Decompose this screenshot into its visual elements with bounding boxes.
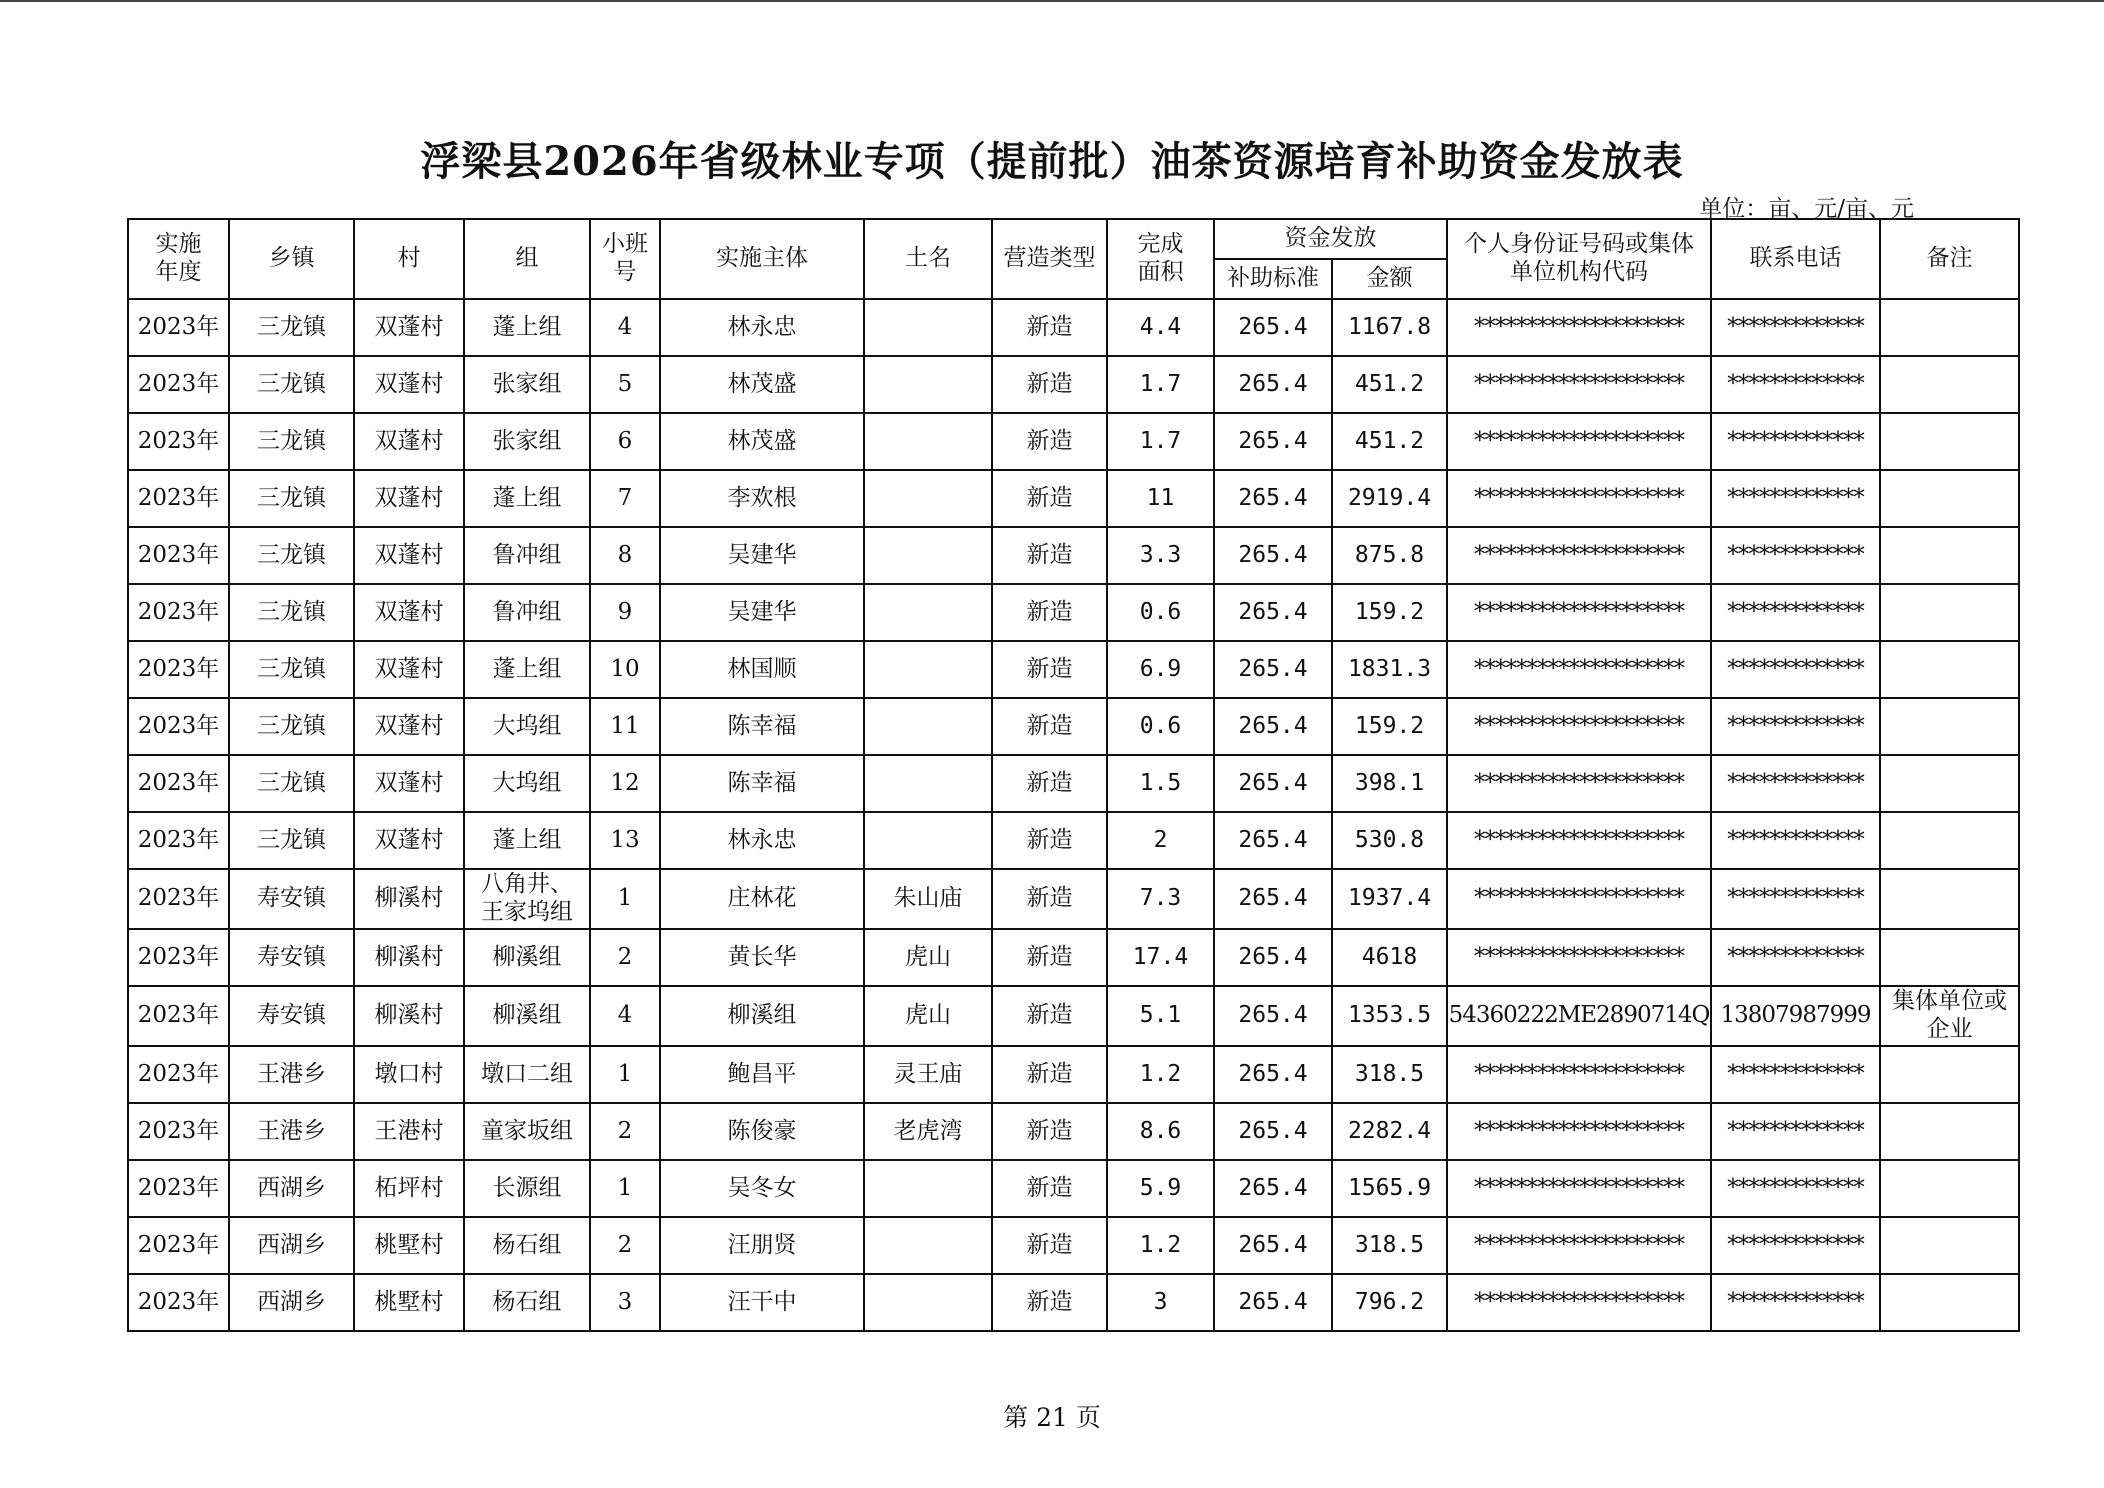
cell-town: 西湖乡 bbox=[229, 1217, 354, 1274]
cell-standard: 265.4 bbox=[1214, 1103, 1332, 1160]
cell-year: 2023年 bbox=[128, 986, 229, 1046]
cell-amount: 2282.4 bbox=[1332, 1103, 1447, 1160]
table-row bbox=[128, 986, 2019, 1046]
cell-town: 三龙镇 bbox=[229, 641, 354, 698]
cell-area: 11 bbox=[1107, 470, 1214, 527]
cell-amount: 1353.5 bbox=[1332, 986, 1447, 1046]
cell-phone: ************* bbox=[1711, 1103, 1880, 1160]
cell-remark bbox=[1880, 356, 2019, 413]
cell-year: 2023年 bbox=[128, 698, 229, 755]
cell-subject: 吴冬女 bbox=[660, 1160, 864, 1217]
cell-remark bbox=[1880, 1103, 2019, 1160]
cell-phone: ************* bbox=[1711, 1046, 1880, 1103]
cell-area: 1.2 bbox=[1107, 1046, 1214, 1103]
table-row bbox=[128, 698, 2019, 755]
cell-plot: 5 bbox=[590, 356, 660, 413]
table-row bbox=[128, 1103, 2019, 1160]
cell-area: 17.4 bbox=[1107, 929, 1214, 986]
unit-note: 单位：亩、元/亩、元 bbox=[1699, 196, 1914, 222]
cell-standard: 265.4 bbox=[1214, 986, 1332, 1046]
cell-year: 2023年 bbox=[128, 641, 229, 698]
cell-village: 双蓬村 bbox=[354, 527, 464, 584]
cell-year: 2023年 bbox=[128, 1160, 229, 1217]
cell-subject: 黄长华 bbox=[660, 929, 864, 986]
cell-group: 张家组 bbox=[464, 356, 590, 413]
cell-id-code: ******************** bbox=[1447, 812, 1711, 869]
cell-id-code: ******************** bbox=[1447, 527, 1711, 584]
cell-village: 墩口村 bbox=[354, 1046, 464, 1103]
table-row bbox=[128, 584, 2019, 641]
header-plot: 小班 号 bbox=[590, 219, 660, 299]
cell-village: 桃墅村 bbox=[354, 1274, 464, 1331]
cell-phone: ************* bbox=[1711, 299, 1880, 356]
top-border-line bbox=[0, 0, 2104, 2]
cell-id-code: ******************** bbox=[1447, 413, 1711, 470]
cell-group: 蓬上组 bbox=[464, 299, 590, 356]
cell-remark bbox=[1880, 1217, 2019, 1274]
cell-group: 童家坂组 bbox=[464, 1103, 590, 1160]
cell-remark bbox=[1880, 527, 2019, 584]
cell-group: 大坞组 bbox=[464, 755, 590, 812]
cell-town: 三龙镇 bbox=[229, 812, 354, 869]
header-standard: 补助标准 bbox=[1214, 259, 1332, 299]
cell-place bbox=[864, 1160, 992, 1217]
cell-id-code: ******************** bbox=[1447, 356, 1711, 413]
cell-place: 虎山 bbox=[864, 929, 992, 986]
cell-type: 新造 bbox=[992, 986, 1107, 1046]
table-row bbox=[128, 641, 2019, 698]
table-row bbox=[128, 869, 2019, 929]
cell-subject: 吴建华 bbox=[660, 584, 864, 641]
cell-year: 2023年 bbox=[128, 584, 229, 641]
cell-village: 王港村 bbox=[354, 1103, 464, 1160]
cell-subject: 李欢根 bbox=[660, 470, 864, 527]
table-row bbox=[128, 1217, 2019, 1274]
cell-group: 鲁冲组 bbox=[464, 527, 590, 584]
cell-village: 柳溪村 bbox=[354, 929, 464, 986]
cell-subject: 林茂盛 bbox=[660, 413, 864, 470]
cell-year: 2023年 bbox=[128, 470, 229, 527]
cell-group: 杨石组 bbox=[464, 1217, 590, 1274]
cell-town: 三龙镇 bbox=[229, 470, 354, 527]
cell-area: 3.3 bbox=[1107, 527, 1214, 584]
cell-subject: 林永忠 bbox=[660, 299, 864, 356]
cell-place bbox=[864, 755, 992, 812]
cell-town: 寿安镇 bbox=[229, 929, 354, 986]
table-row bbox=[128, 299, 2019, 356]
cell-standard: 265.4 bbox=[1214, 869, 1332, 929]
cell-phone: ************* bbox=[1711, 869, 1880, 929]
cell-type: 新造 bbox=[992, 1046, 1107, 1103]
cell-place bbox=[864, 1274, 992, 1331]
cell-year: 2023年 bbox=[128, 929, 229, 986]
header-remark: 备注 bbox=[1880, 219, 2019, 299]
cell-village: 双蓬村 bbox=[354, 698, 464, 755]
cell-subject: 柳溪组 bbox=[660, 986, 864, 1046]
table-row bbox=[128, 1160, 2019, 1217]
cell-area: 4.4 bbox=[1107, 299, 1214, 356]
cell-type: 新造 bbox=[992, 1103, 1107, 1160]
cell-village: 双蓬村 bbox=[354, 356, 464, 413]
cell-group: 张家组 bbox=[464, 413, 590, 470]
cell-standard: 265.4 bbox=[1214, 1046, 1332, 1103]
cell-amount: 530.8 bbox=[1332, 812, 1447, 869]
cell-subject: 陈幸福 bbox=[660, 755, 864, 812]
cell-plot: 8 bbox=[590, 527, 660, 584]
cell-standard: 265.4 bbox=[1214, 356, 1332, 413]
cell-remark bbox=[1880, 929, 2019, 986]
cell-remark bbox=[1880, 1160, 2019, 1217]
cell-amount: 1831.3 bbox=[1332, 641, 1447, 698]
cell-plot: 1 bbox=[590, 1160, 660, 1217]
cell-place bbox=[864, 698, 992, 755]
cell-amount: 451.2 bbox=[1332, 413, 1447, 470]
cell-standard: 265.4 bbox=[1214, 1217, 1332, 1274]
cell-town: 王港乡 bbox=[229, 1046, 354, 1103]
cell-phone: ************* bbox=[1711, 1217, 1880, 1274]
table-row bbox=[128, 413, 2019, 470]
cell-place bbox=[864, 641, 992, 698]
cell-type: 新造 bbox=[992, 641, 1107, 698]
header-id-code: 个人身份证号码或集体 单位机构代码 bbox=[1447, 219, 1711, 299]
table-row bbox=[128, 1046, 2019, 1103]
cell-amount: 159.2 bbox=[1332, 584, 1447, 641]
cell-plot: 10 bbox=[590, 641, 660, 698]
cell-phone: ************* bbox=[1711, 698, 1880, 755]
cell-town: 寿安镇 bbox=[229, 986, 354, 1046]
cell-place: 朱山庙 bbox=[864, 869, 992, 929]
header-phone: 联系电话 bbox=[1711, 219, 1880, 299]
cell-standard: 265.4 bbox=[1214, 698, 1332, 755]
cell-amount: 796.2 bbox=[1332, 1274, 1447, 1331]
cell-amount: 1167.8 bbox=[1332, 299, 1447, 356]
cell-village: 双蓬村 bbox=[354, 812, 464, 869]
page-number: 第 21 页 bbox=[1003, 1403, 1101, 1432]
cell-phone: ************* bbox=[1711, 641, 1880, 698]
cell-remark bbox=[1880, 698, 2019, 755]
cell-area: 1.7 bbox=[1107, 356, 1214, 413]
cell-id-code: ******************** bbox=[1447, 1217, 1711, 1274]
header-amount: 金额 bbox=[1332, 259, 1447, 299]
cell-town: 三龙镇 bbox=[229, 755, 354, 812]
cell-group: 八角井、 王家坞组 bbox=[464, 869, 590, 929]
cell-id-code: ******************** bbox=[1447, 869, 1711, 929]
cell-id-code: ******************** bbox=[1447, 1160, 1711, 1217]
cell-town: 西湖乡 bbox=[229, 1160, 354, 1217]
cell-remark bbox=[1880, 869, 2019, 929]
table-row bbox=[128, 755, 2019, 812]
header-place: 土名 bbox=[864, 219, 992, 299]
cell-area: 1.5 bbox=[1107, 755, 1214, 812]
cell-village: 柳溪村 bbox=[354, 869, 464, 929]
cell-group: 长源组 bbox=[464, 1160, 590, 1217]
cell-town: 三龙镇 bbox=[229, 299, 354, 356]
cell-remark bbox=[1880, 413, 2019, 470]
cell-standard: 265.4 bbox=[1214, 584, 1332, 641]
cell-group: 鲁冲组 bbox=[464, 584, 590, 641]
header-funds: 资金发放 bbox=[1214, 219, 1447, 259]
cell-phone: ************* bbox=[1711, 413, 1880, 470]
cell-amount: 451.2 bbox=[1332, 356, 1447, 413]
cell-place bbox=[864, 299, 992, 356]
cell-area: 1.2 bbox=[1107, 1217, 1214, 1274]
cell-place: 灵王庙 bbox=[864, 1046, 992, 1103]
cell-type: 新造 bbox=[992, 698, 1107, 755]
cell-remark bbox=[1880, 755, 2019, 812]
cell-type: 新造 bbox=[992, 584, 1107, 641]
cell-subject: 吴建华 bbox=[660, 527, 864, 584]
table-row bbox=[128, 527, 2019, 584]
cell-subject: 汪干中 bbox=[660, 1274, 864, 1331]
cell-area: 0.6 bbox=[1107, 584, 1214, 641]
cell-id-code: ******************** bbox=[1447, 641, 1711, 698]
cell-town: 三龙镇 bbox=[229, 584, 354, 641]
cell-place bbox=[864, 356, 992, 413]
cell-id-code: ******************** bbox=[1447, 929, 1711, 986]
cell-area: 5.9 bbox=[1107, 1160, 1214, 1217]
page-title: 浮梁县2026年省级林业专项（提前批）油茶资源培育补助资金发放表 bbox=[420, 138, 1684, 185]
cell-year: 2023年 bbox=[128, 812, 229, 869]
cell-subject: 林永忠 bbox=[660, 812, 864, 869]
cell-amount: 159.2 bbox=[1332, 698, 1447, 755]
table-body bbox=[128, 299, 2019, 1331]
cell-amount: 2919.4 bbox=[1332, 470, 1447, 527]
cell-village: 柘坪村 bbox=[354, 1160, 464, 1217]
cell-year: 2023年 bbox=[128, 413, 229, 470]
cell-year: 2023年 bbox=[128, 869, 229, 929]
cell-year: 2023年 bbox=[128, 755, 229, 812]
cell-plot: 2 bbox=[590, 1103, 660, 1160]
cell-town: 三龙镇 bbox=[229, 527, 354, 584]
cell-phone: ************* bbox=[1711, 584, 1880, 641]
cell-area: 7.3 bbox=[1107, 869, 1214, 929]
cell-group: 杨石组 bbox=[464, 1274, 590, 1331]
cell-area: 3 bbox=[1107, 1274, 1214, 1331]
cell-town: 王港乡 bbox=[229, 1103, 354, 1160]
cell-phone: ************* bbox=[1711, 356, 1880, 413]
cell-village: 双蓬村 bbox=[354, 470, 464, 527]
cell-plot: 4 bbox=[590, 986, 660, 1046]
cell-town: 寿安镇 bbox=[229, 869, 354, 929]
cell-year: 2023年 bbox=[128, 299, 229, 356]
cell-area: 2 bbox=[1107, 812, 1214, 869]
cell-id-code: ******************** bbox=[1447, 470, 1711, 527]
cell-type: 新造 bbox=[992, 413, 1107, 470]
cell-standard: 265.4 bbox=[1214, 755, 1332, 812]
header-town: 乡镇 bbox=[229, 219, 354, 299]
cell-group: 蓬上组 bbox=[464, 641, 590, 698]
cell-type: 新造 bbox=[992, 929, 1107, 986]
cell-group: 墩口二组 bbox=[464, 1046, 590, 1103]
cell-subject: 鲍昌平 bbox=[660, 1046, 864, 1103]
cell-phone: ************* bbox=[1711, 812, 1880, 869]
cell-group: 蓬上组 bbox=[464, 812, 590, 869]
cell-area: 1.7 bbox=[1107, 413, 1214, 470]
cell-area: 8.6 bbox=[1107, 1103, 1214, 1160]
cell-standard: 265.4 bbox=[1214, 527, 1332, 584]
table-row bbox=[128, 1274, 2019, 1331]
header-row-1 bbox=[128, 219, 2019, 259]
cell-remark bbox=[1880, 299, 2019, 356]
cell-town: 三龙镇 bbox=[229, 356, 354, 413]
cell-year: 2023年 bbox=[128, 1217, 229, 1274]
cell-type: 新造 bbox=[992, 470, 1107, 527]
cell-plot: 1 bbox=[590, 1046, 660, 1103]
header-year: 实施 年度 bbox=[128, 219, 229, 299]
cell-amount: 4618 bbox=[1332, 929, 1447, 986]
header-area: 完成 面积 bbox=[1107, 219, 1214, 299]
cell-type: 新造 bbox=[992, 356, 1107, 413]
cell-remark bbox=[1880, 470, 2019, 527]
cell-phone: ************* bbox=[1711, 1274, 1880, 1331]
cell-id-code: ******************** bbox=[1447, 1103, 1711, 1160]
cell-phone: ************* bbox=[1711, 755, 1880, 812]
cell-amount: 1565.9 bbox=[1332, 1160, 1447, 1217]
cell-plot: 11 bbox=[590, 698, 660, 755]
cell-remark bbox=[1880, 641, 2019, 698]
cell-place: 老虎湾 bbox=[864, 1103, 992, 1160]
subsidy-table bbox=[127, 218, 2020, 1332]
cell-type: 新造 bbox=[992, 1217, 1107, 1274]
header-village: 村 bbox=[354, 219, 464, 299]
cell-amount: 875.8 bbox=[1332, 527, 1447, 584]
cell-village: 双蓬村 bbox=[354, 755, 464, 812]
cell-year: 2023年 bbox=[128, 527, 229, 584]
cell-remark bbox=[1880, 1046, 2019, 1103]
cell-village: 双蓬村 bbox=[354, 299, 464, 356]
cell-village: 柳溪村 bbox=[354, 986, 464, 1046]
cell-phone: ************* bbox=[1711, 527, 1880, 584]
cell-plot: 12 bbox=[590, 755, 660, 812]
cell-amount: 318.5 bbox=[1332, 1217, 1447, 1274]
cell-place: 虎山 bbox=[864, 986, 992, 1046]
cell-village: 桃墅村 bbox=[354, 1217, 464, 1274]
cell-phone: ************* bbox=[1711, 929, 1880, 986]
cell-place bbox=[864, 584, 992, 641]
cell-plot: 13 bbox=[590, 812, 660, 869]
cell-id-code: ******************** bbox=[1447, 1046, 1711, 1103]
cell-place bbox=[864, 812, 992, 869]
cell-year: 2023年 bbox=[128, 356, 229, 413]
cell-year: 2023年 bbox=[128, 1103, 229, 1160]
cell-remark bbox=[1880, 812, 2019, 869]
cell-subject: 汪朋贤 bbox=[660, 1217, 864, 1274]
cell-phone: ************* bbox=[1711, 1160, 1880, 1217]
cell-type: 新造 bbox=[992, 869, 1107, 929]
cell-id-code: ******************** bbox=[1447, 299, 1711, 356]
cell-type: 新造 bbox=[992, 812, 1107, 869]
cell-plot: 2 bbox=[590, 1217, 660, 1274]
cell-subject: 庄林花 bbox=[660, 869, 864, 929]
header-group: 组 bbox=[464, 219, 590, 299]
cell-year: 2023年 bbox=[128, 1274, 229, 1331]
cell-plot: 9 bbox=[590, 584, 660, 641]
cell-plot: 4 bbox=[590, 299, 660, 356]
cell-id-code: ******************** bbox=[1447, 755, 1711, 812]
cell-standard: 265.4 bbox=[1214, 929, 1332, 986]
cell-phone: ************* bbox=[1711, 470, 1880, 527]
cell-area: 0.6 bbox=[1107, 698, 1214, 755]
cell-subject: 林国顺 bbox=[660, 641, 864, 698]
cell-type: 新造 bbox=[992, 527, 1107, 584]
cell-plot: 1 bbox=[590, 869, 660, 929]
cell-remark bbox=[1880, 584, 2019, 641]
cell-remark bbox=[1880, 1274, 2019, 1331]
cell-area: 6.9 bbox=[1107, 641, 1214, 698]
cell-town: 三龙镇 bbox=[229, 698, 354, 755]
table-row bbox=[128, 356, 2019, 413]
cell-standard: 265.4 bbox=[1214, 1274, 1332, 1331]
cell-phone: 13807987999 bbox=[1711, 986, 1880, 1046]
cell-group: 大坞组 bbox=[464, 698, 590, 755]
cell-area: 5.1 bbox=[1107, 986, 1214, 1046]
cell-standard: 265.4 bbox=[1214, 299, 1332, 356]
table-row bbox=[128, 470, 2019, 527]
cell-plot: 3 bbox=[590, 1274, 660, 1331]
cell-id-code: ******************** bbox=[1447, 698, 1711, 755]
cell-group: 柳溪组 bbox=[464, 986, 590, 1046]
cell-plot: 2 bbox=[590, 929, 660, 986]
cell-group: 蓬上组 bbox=[464, 470, 590, 527]
cell-type: 新造 bbox=[992, 1160, 1107, 1217]
cell-standard: 265.4 bbox=[1214, 812, 1332, 869]
cell-id-code: 54360222ME2890714Q bbox=[1447, 986, 1711, 1046]
cell-village: 双蓬村 bbox=[354, 584, 464, 641]
cell-remark: 集体单位或 企业 bbox=[1880, 986, 2019, 1046]
cell-standard: 265.4 bbox=[1214, 413, 1332, 470]
cell-standard: 265.4 bbox=[1214, 641, 1332, 698]
cell-type: 新造 bbox=[992, 1274, 1107, 1331]
cell-plot: 7 bbox=[590, 470, 660, 527]
cell-place bbox=[864, 413, 992, 470]
header-subject: 实施主体 bbox=[660, 219, 864, 299]
cell-town: 西湖乡 bbox=[229, 1274, 354, 1331]
cell-id-code: ******************** bbox=[1447, 584, 1711, 641]
table-row bbox=[128, 929, 2019, 986]
cell-place bbox=[864, 527, 992, 584]
cell-group: 柳溪组 bbox=[464, 929, 590, 986]
cell-id-code: ******************** bbox=[1447, 1274, 1711, 1331]
table-row bbox=[128, 812, 2019, 869]
header-type: 营造类型 bbox=[992, 219, 1107, 299]
cell-place bbox=[864, 470, 992, 527]
cell-amount: 318.5 bbox=[1332, 1046, 1447, 1103]
cell-amount: 398.1 bbox=[1332, 755, 1447, 812]
cell-standard: 265.4 bbox=[1214, 470, 1332, 527]
cell-year: 2023年 bbox=[128, 1046, 229, 1103]
cell-type: 新造 bbox=[992, 755, 1107, 812]
cell-village: 双蓬村 bbox=[354, 641, 464, 698]
cell-town: 三龙镇 bbox=[229, 413, 354, 470]
cell-standard: 265.4 bbox=[1214, 1160, 1332, 1217]
cell-amount: 1937.4 bbox=[1332, 869, 1447, 929]
cell-subject: 林茂盛 bbox=[660, 356, 864, 413]
cell-subject: 陈幸福 bbox=[660, 698, 864, 755]
cell-subject: 陈俊豪 bbox=[660, 1103, 864, 1160]
cell-place bbox=[864, 1217, 992, 1274]
cell-plot: 6 bbox=[590, 413, 660, 470]
cell-type: 新造 bbox=[992, 299, 1107, 356]
cell-village: 双蓬村 bbox=[354, 413, 464, 470]
